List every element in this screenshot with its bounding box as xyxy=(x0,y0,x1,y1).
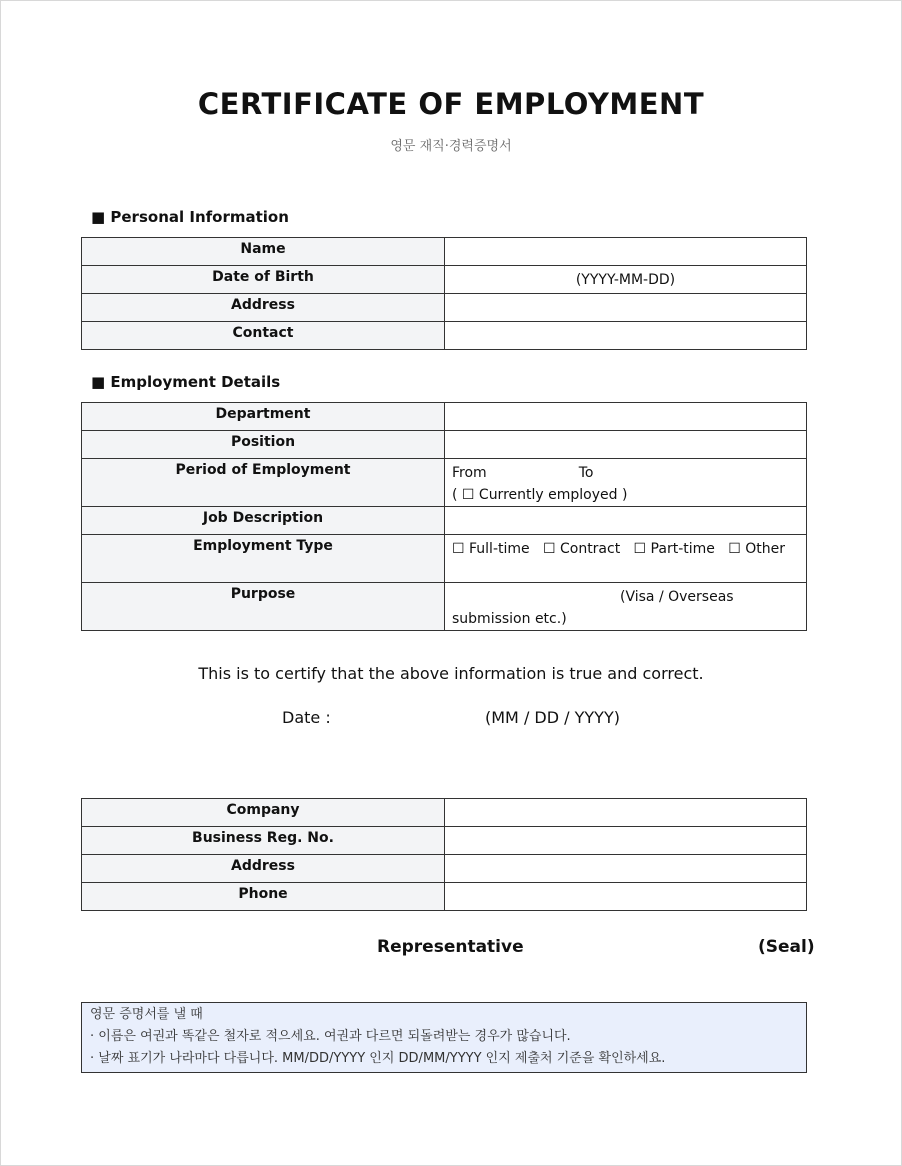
dob-field[interactable]: (YYYY-MM-DD) xyxy=(445,266,807,294)
phone-field[interactable] xyxy=(445,883,807,911)
table-row xyxy=(82,535,807,583)
document-title: CERTIFICATE OF EMPLOYMENT xyxy=(197,87,705,121)
business-reg-field[interactable] xyxy=(445,827,807,855)
company-info-table xyxy=(81,798,807,911)
name-field[interactable] xyxy=(445,238,807,266)
date-label: Date : xyxy=(282,708,331,727)
representative-label: Representative xyxy=(377,937,524,957)
table-row xyxy=(82,294,807,322)
employment-type-label: Employment Type xyxy=(82,535,445,583)
business-reg-label: Business Reg. No. xyxy=(82,827,445,855)
table-row xyxy=(82,883,807,911)
table-row xyxy=(82,431,807,459)
currently-employed-checkbox[interactable]: ( ☐ Currently employed ) xyxy=(452,487,628,503)
notice-line: · 이름은 여권과 똑같은 철자로 적으세요. 여권과 다르면 되돌려받는 경우가 많습니다. xyxy=(90,1029,571,1044)
certification-statement: This is to certify that the above information is true and correct. xyxy=(198,664,704,683)
name-label: Name xyxy=(82,238,445,266)
personal-info-heading: ■ Personal Information xyxy=(91,208,289,226)
table-row xyxy=(82,266,807,294)
department-field[interactable] xyxy=(445,403,807,431)
address-label: Address xyxy=(82,294,445,322)
position-field[interactable] xyxy=(445,431,807,459)
period-label: Period of Employment xyxy=(82,459,445,507)
table-row xyxy=(82,322,807,350)
company-address-field[interactable] xyxy=(445,855,807,883)
period-field[interactable] xyxy=(445,459,807,507)
purpose-field[interactable] xyxy=(445,583,807,631)
table-row xyxy=(82,459,807,507)
dob-label: Date of Birth xyxy=(82,266,445,294)
document-subtitle: 영문 재직·경력증명서 xyxy=(390,139,512,154)
purpose-hint: (Visa / Overseas submission etc.) xyxy=(452,589,734,627)
table-row xyxy=(82,827,807,855)
department-label: Department xyxy=(82,403,445,431)
table-row xyxy=(82,855,807,883)
contact-field[interactable] xyxy=(445,322,807,350)
position-label: Position xyxy=(82,431,445,459)
address-field[interactable] xyxy=(445,294,807,322)
table-row xyxy=(82,403,807,431)
job-description-label: Job Description xyxy=(82,507,445,535)
purpose-label: Purpose xyxy=(82,583,445,631)
table-row xyxy=(82,238,807,266)
period-to-label: To xyxy=(578,465,594,481)
notice-heading: 영문 증명서를 낼 때 xyxy=(90,1007,203,1022)
table-row xyxy=(82,583,807,631)
notice-box xyxy=(81,1002,807,1073)
employment-details-heading: ■ Employment Details xyxy=(91,373,281,391)
job-description-field[interactable] xyxy=(445,507,807,535)
employment-type-options[interactable]: ☐ Full-time ☐ Contract ☐ Part-time ☐ Other xyxy=(445,535,807,583)
contact-label: Contact xyxy=(82,322,445,350)
company-label: Company xyxy=(82,799,445,827)
period-from-label: From xyxy=(452,465,487,481)
seal-label: (Seal) xyxy=(758,937,815,957)
employment-details-table xyxy=(81,402,807,631)
company-field[interactable] xyxy=(445,799,807,827)
company-address-label: Address xyxy=(82,855,445,883)
date-format-hint: (MM / DD / YYYY) xyxy=(485,708,620,727)
table-row xyxy=(82,799,807,827)
notice-line: · 날짜 표기가 나라마다 다릅니다. MM/DD/YYYY 인지 DD/MM/YYYY 인지 제출처 기준을 확인하세요. xyxy=(90,1051,666,1066)
phone-label: Phone xyxy=(82,883,445,911)
table-row xyxy=(82,507,807,535)
personal-info-table xyxy=(81,237,807,350)
